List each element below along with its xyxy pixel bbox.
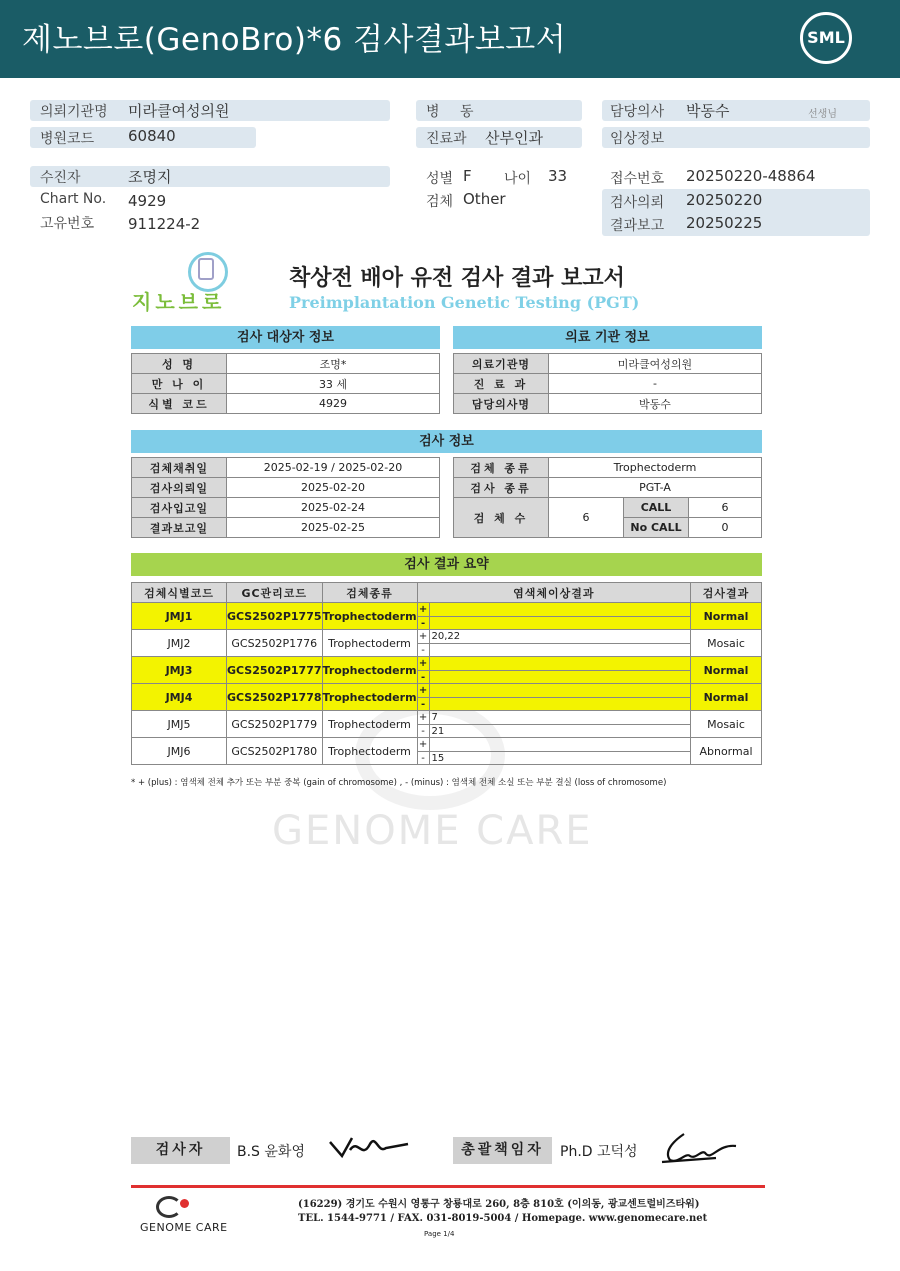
specimen-id: JMJ2 (132, 630, 227, 657)
plus-line-value: 7 (431, 712, 438, 723)
report-value: 20250225 (686, 214, 763, 232)
specimen-label: 검체 (426, 194, 454, 210)
inst-dept: - (549, 374, 762, 394)
test-type: PGT-A (549, 478, 762, 498)
doctor-label: 담당의사 (610, 104, 665, 120)
genome-care-dot-icon (180, 1199, 189, 1208)
specimen-count: 6 (549, 498, 624, 538)
subject-name: 조명* (227, 354, 440, 374)
plus-line (418, 657, 690, 670)
sex-value: F (463, 167, 472, 185)
doctor-value: 박동수 (686, 102, 730, 120)
specimen-value: Other (463, 190, 506, 208)
result-row (132, 711, 762, 738)
minus-line-value: 21 (431, 726, 445, 737)
test-section-header: 검사 정보 (131, 430, 762, 453)
page-title: 제노브로(GenoBro)*6 검사결과보고서 (22, 22, 567, 58)
subject-name-label: 성 명 (132, 354, 227, 374)
plus-line-value (430, 657, 432, 670)
request-value: 20250220 (686, 191, 763, 209)
receipt-label: 접수번호 (610, 171, 665, 187)
minus-line-sign: - (418, 644, 430, 656)
unique-no-label: 고유번호 (40, 216, 95, 232)
plus-line-value: 20,22 (431, 631, 461, 642)
age-value: 33 (548, 167, 568, 185)
patient-name-label: 수진자 (40, 170, 81, 186)
col-gc: GC관리코드 (227, 583, 323, 603)
minus-line-sign: - (418, 725, 430, 737)
plus-line-sign: + (418, 657, 430, 670)
gc-code: GCS2502P1778 (227, 684, 323, 711)
col-abnormality: 염색체이상결과 (417, 583, 690, 603)
minus-line (418, 670, 690, 683)
gc-code: GCS2502P1777 (227, 657, 323, 684)
patient-name-value: 조명지 (128, 168, 172, 186)
result-row (132, 738, 762, 765)
contact-line: TEL. 1544-9771 / FAX. 031-8019-5004 / Homepage. www.genomecare.net (298, 1213, 708, 1224)
specimen-type-cell: Trophectoderm (322, 738, 417, 765)
subject-section-header: 검사 대상자 정보 (131, 326, 440, 349)
ward-label: 병 동 (426, 104, 482, 120)
tester-signature (326, 1130, 412, 1166)
result-row (132, 630, 762, 657)
footer-divider (131, 1185, 765, 1188)
report-label: 결과보고 (610, 218, 665, 234)
legend-footnote: * + (plus) : 염색체 전체 추가 또는 부분 중복 (gain of chromosome) , - (minus) : 염색체 전체 소실 또는 부분 결실 (loss of chromosome) (131, 778, 667, 788)
minus-line (418, 643, 690, 656)
report-subtitle: Preimplantation Genetic Testing (PGT) (289, 293, 640, 312)
hourglass-icon (198, 258, 214, 280)
test-result: Mosaic (691, 711, 762, 738)
report-title: 착상전 배아 유전 검사 결과 보고서 (289, 266, 625, 291)
specimen-type-cell: Trophectoderm (322, 657, 417, 684)
institution-label: 의뢰기관명 (40, 104, 108, 120)
inst-dept-label: 진 료 과 (454, 374, 549, 394)
plus-line (418, 738, 690, 751)
col-id: 검체식별코드 (132, 583, 227, 603)
plus-line (418, 630, 690, 643)
receive-date: 2025-02-24 (227, 498, 440, 518)
genome-care-logo (140, 1196, 230, 1236)
abnormality-cell (417, 603, 690, 630)
clinical-label: 임상정보 (610, 131, 665, 147)
hospital-code-label: 병원코드 (40, 131, 95, 147)
plus-line-sign: + (418, 711, 430, 724)
specimen-type-cell: Trophectoderm (322, 711, 417, 738)
test-dates-table (131, 457, 440, 538)
result-row (132, 603, 762, 630)
minus-line-sign: - (418, 752, 430, 764)
plus-line (418, 684, 690, 697)
plus-line-sign: + (418, 684, 430, 697)
test-result: Normal (691, 603, 762, 630)
genome-care-watermark: GENOME CARE (272, 808, 593, 854)
address-line: (16229) 경기도 수원시 영통구 창룡대로 260, 8층 810호 (이의동, 광교센트럴비즈타워) (298, 1199, 700, 1210)
specimen-id: JMJ3 (132, 657, 227, 684)
abnormality-cell (417, 630, 690, 657)
request-label: 검사의뢰 (610, 195, 665, 211)
sex-label: 성별 (426, 171, 454, 187)
department-label: 진료과 (426, 131, 467, 147)
minus-line (418, 751, 690, 764)
specimen-id: JMJ6 (132, 738, 227, 765)
abnormality-cell (417, 711, 690, 738)
plus-line-sign: + (418, 630, 430, 643)
chart-no-value: 4929 (128, 192, 167, 210)
institution-table (453, 353, 762, 414)
report-date: 2025-02-25 (227, 518, 440, 538)
specimen-type-cell: Trophectoderm (322, 603, 417, 630)
report-date-label: 결과보고일 (132, 518, 227, 538)
tester-label: 검사자 (131, 1137, 230, 1164)
receive-date-label: 검사입고일 (132, 498, 227, 518)
institution-value: 미라클여성의원 (128, 102, 230, 120)
plus-line-sign: + (418, 738, 430, 751)
header-bar (0, 0, 900, 78)
inst-doctor: 박동수 (549, 394, 762, 414)
doctor-title: 선생님 (808, 109, 837, 120)
minus-line-value: 15 (431, 753, 445, 764)
plus-line-value (430, 603, 432, 616)
abnormality-cell (417, 738, 690, 765)
gc-code: GCS2502P1780 (227, 738, 323, 765)
test-type-label: 검사 종류 (454, 478, 549, 498)
call-value: 6 (689, 498, 762, 518)
summary-section-header: 검사 결과 요약 (131, 553, 762, 576)
gc-code: GCS2502P1775 (227, 603, 323, 630)
director-signature (656, 1130, 740, 1168)
unique-no-value: 911224-2 (128, 215, 201, 233)
minus-line (418, 697, 690, 710)
request-date-label: 검사의뢰일 (132, 478, 227, 498)
test-result: Normal (691, 684, 762, 711)
call-label: CALL (624, 498, 689, 518)
hospital-code-value: 60840 (128, 127, 176, 145)
inst-doctor-label: 담당의사명 (454, 394, 549, 414)
minus-line (418, 724, 690, 737)
abnormality-cell (417, 684, 690, 711)
subject-age: 33 세 (227, 374, 440, 394)
institution-section-header: 의료 기관 정보 (453, 326, 762, 349)
genobro-logo-text: 지노브로 (132, 290, 226, 314)
subject-id-label: 식별 코드 (132, 394, 227, 414)
department-value: 산부인과 (485, 129, 543, 147)
col-result: 검사결과 (691, 583, 762, 603)
director-name: Ph.D 고덕성 (560, 1144, 638, 1160)
collect-label: 검체채취일 (132, 458, 227, 478)
inst-name: 미라클여성의원 (549, 354, 762, 374)
plus-line-sign: + (418, 603, 430, 616)
col-type: 검체종류 (322, 583, 417, 603)
nocall-label: No CALL (624, 518, 689, 538)
results-table (131, 582, 762, 765)
collect-value: 2025-02-19 / 2025-02-20 (227, 458, 440, 478)
nocall-value: 0 (689, 518, 762, 538)
plus-line-value (430, 684, 432, 697)
inst-name-label: 의료기관명 (454, 354, 549, 374)
plus-line (418, 603, 690, 616)
test-result: Normal (691, 657, 762, 684)
minus-line-value (430, 644, 432, 656)
minus-line-sign: - (418, 617, 430, 629)
specimen-type: Trophectoderm (549, 458, 762, 478)
minus-line-value (430, 698, 432, 710)
minus-line (418, 616, 690, 629)
tester-name: B.S 윤화영 (237, 1144, 305, 1160)
specimen-id: JMJ5 (132, 711, 227, 738)
request-date: 2025-02-20 (227, 478, 440, 498)
director-label: 총괄책임자 (453, 1137, 552, 1164)
specimen-type-cell: Trophectoderm (322, 630, 417, 657)
subject-table (131, 353, 440, 414)
minus-line-value (430, 617, 432, 629)
sml-logo (800, 12, 852, 64)
minus-line-sign: - (418, 698, 430, 710)
result-row (132, 657, 762, 684)
test-result: Abnormal (691, 738, 762, 765)
specimen-type-label: 검체 종류 (454, 458, 549, 478)
patient-name-row (30, 166, 390, 187)
specimen-id: JMJ1 (132, 603, 227, 630)
gc-code: GCS2502P1779 (227, 711, 323, 738)
genome-care-logo-text: GENOME CARE (140, 1221, 228, 1234)
subject-age-label: 만 나 이 (132, 374, 227, 394)
minus-line-value (430, 671, 432, 683)
subject-id: 4929 (227, 394, 440, 414)
chart-no-label: Chart No. (40, 191, 107, 207)
plus-line-value (430, 738, 432, 751)
genome-care-g-icon (156, 1196, 182, 1218)
specimen-type-cell: Trophectoderm (322, 684, 417, 711)
genobro-logo (132, 252, 246, 314)
specimen-count-label: 검 체 수 (454, 498, 549, 538)
result-row (132, 684, 762, 711)
test-result: Mosaic (691, 630, 762, 657)
receipt-value: 20250220-48864 (686, 167, 816, 185)
sml-logo-text: SML (807, 28, 845, 47)
footer-address (298, 1198, 707, 1226)
abnormality-cell (417, 657, 690, 684)
age-label: 나이 (504, 171, 532, 187)
test-specimen-table (453, 457, 762, 538)
gc-code: GCS2502P1776 (227, 630, 323, 657)
specimen-id: JMJ4 (132, 684, 227, 711)
plus-line (418, 711, 690, 724)
minus-line-sign: - (418, 671, 430, 683)
page-number: Page 1/4 (424, 1230, 455, 1238)
